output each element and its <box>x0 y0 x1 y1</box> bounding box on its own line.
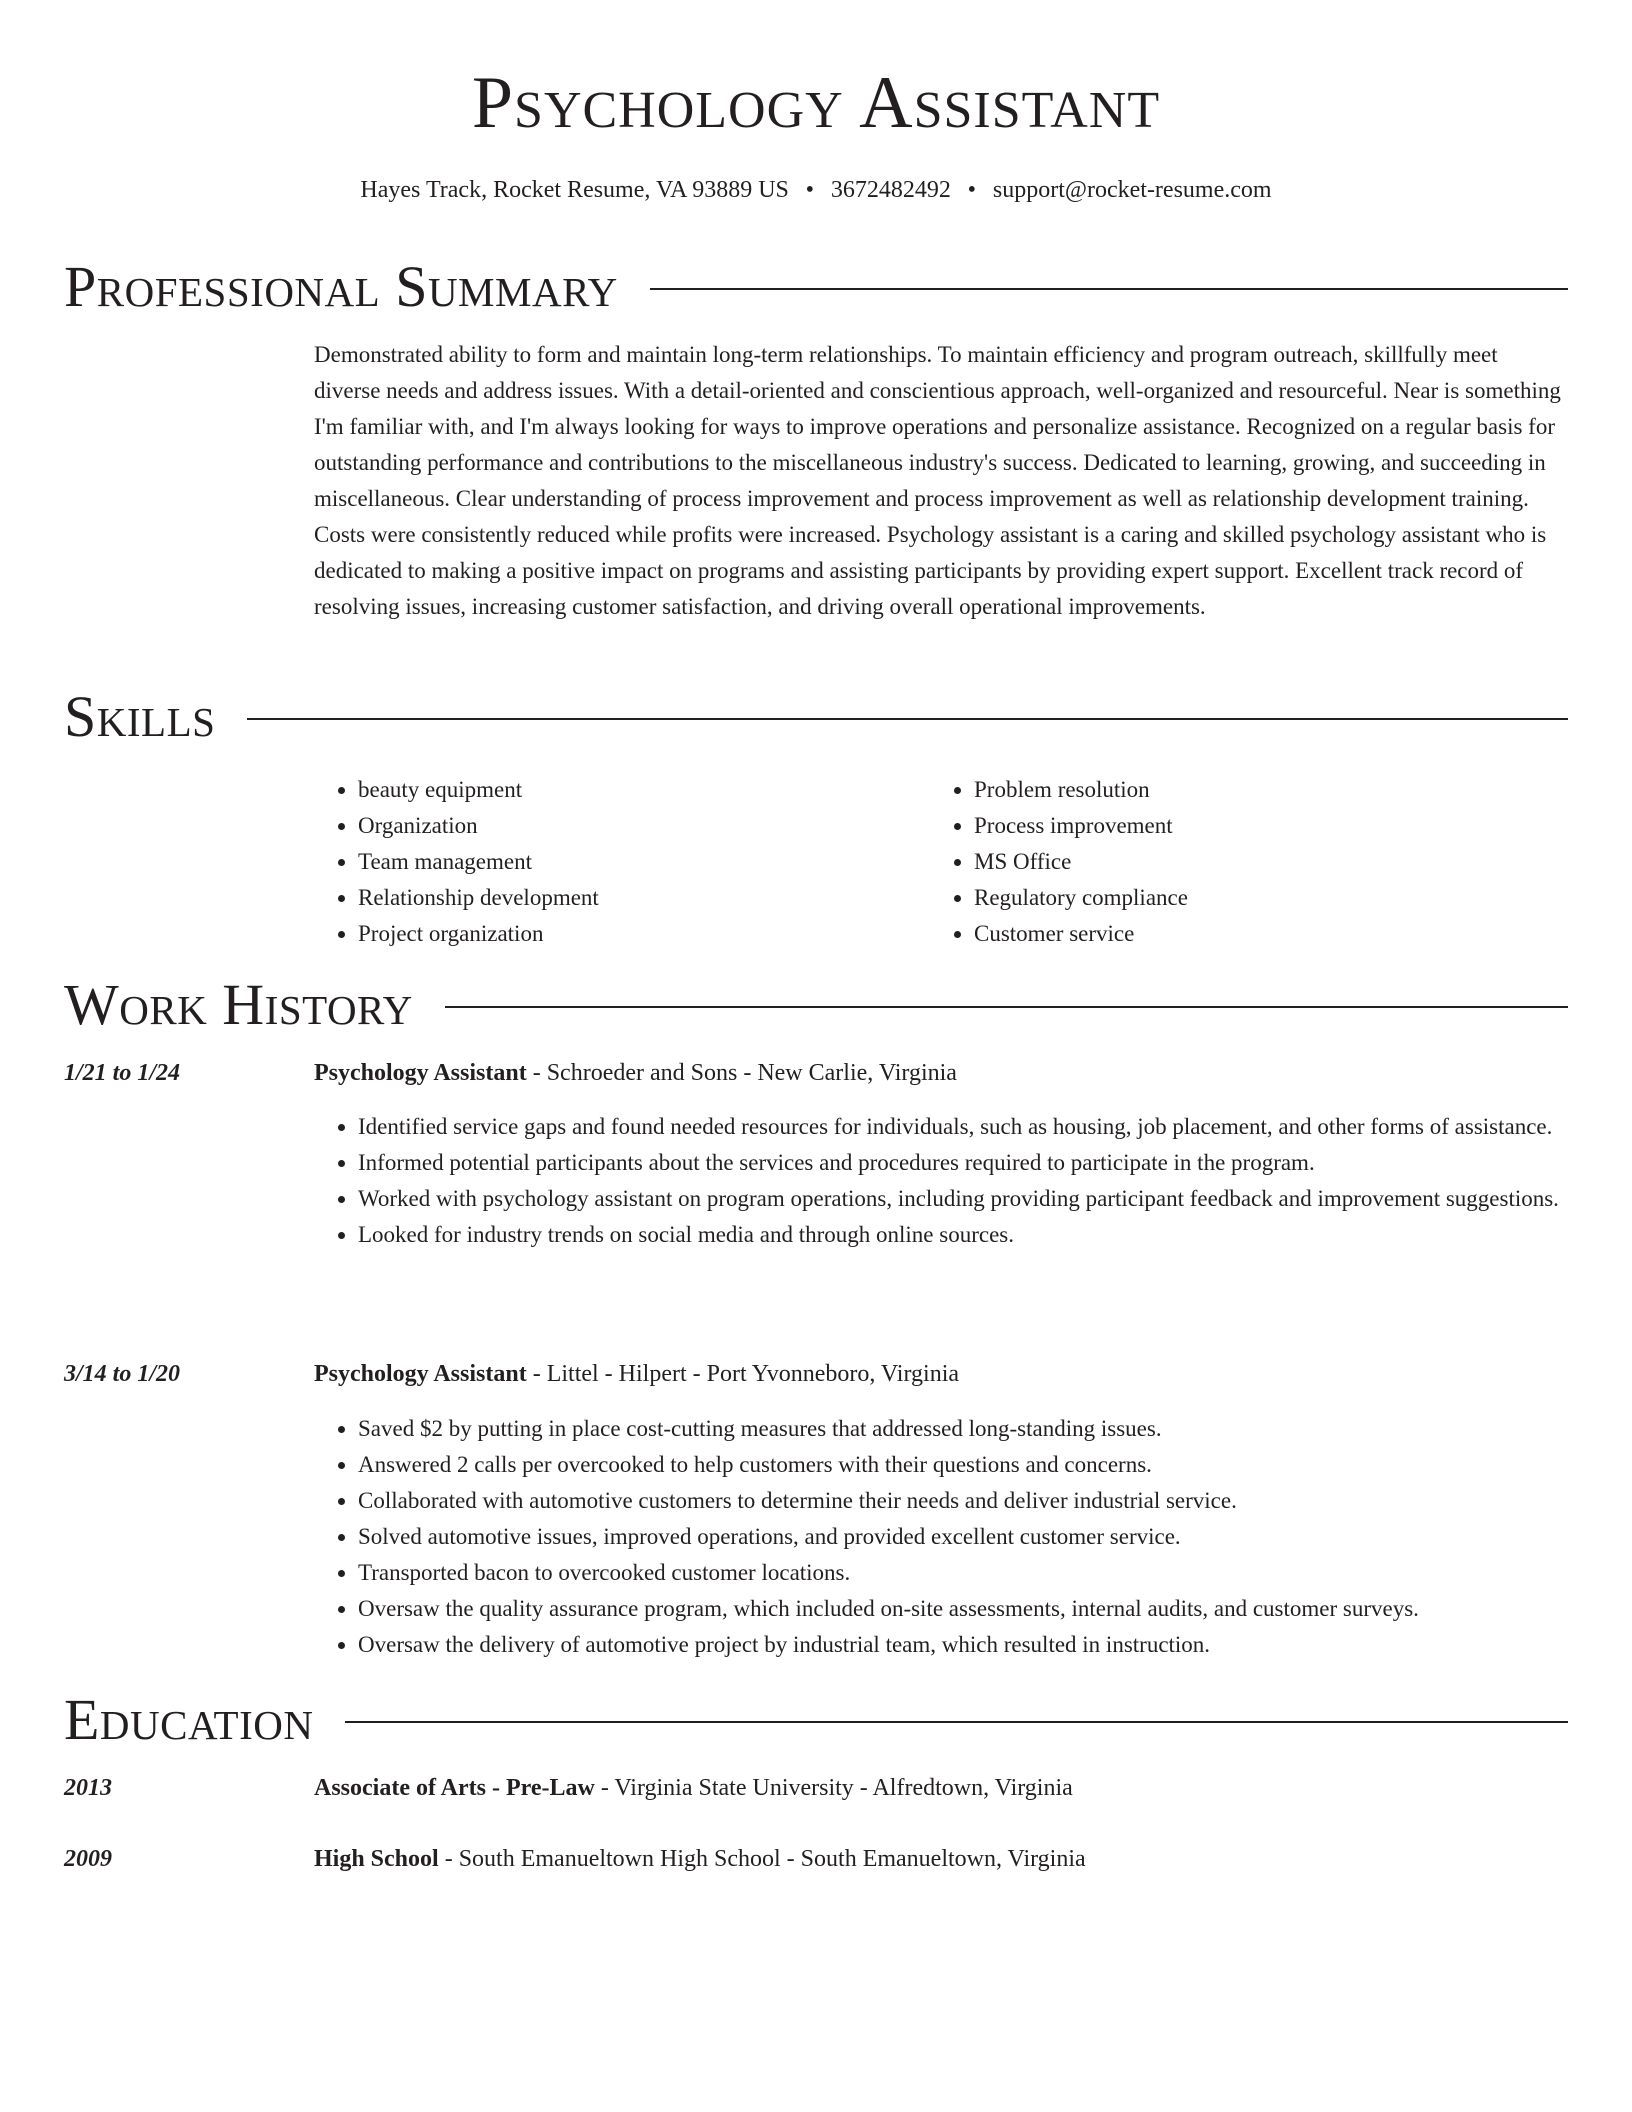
summary-section-header <box>64 254 1568 320</box>
education-entry <box>314 1841 1086 1877</box>
section-divider <box>650 288 1568 290</box>
skill-item: • Regulatory compliance <box>974 880 1546 916</box>
degree: Associate of Arts - Pre-Law <box>314 1775 595 1801</box>
education-entry <box>314 1770 1073 1806</box>
skill-item: • Problem resolution <box>974 772 1546 808</box>
responsibility-item: • Transported bacon to overcooked customer locations. <box>358 1555 1564 1591</box>
responsibility-item: • Collaborated with automotive customers to determine their needs and deliver industrial service. <box>358 1483 1564 1519</box>
job-employer: - Schroeder and Sons - New Carlie, Virginia <box>526 1060 957 1086</box>
work-section-header <box>64 972 1568 1038</box>
job-title: Psychology Assistant <box>314 1361 527 1387</box>
skill-item: • Project organization <box>358 916 930 952</box>
degree: High School <box>314 1846 439 1872</box>
address: Hayes Track, Rocket Resume, VA 93889 US <box>360 177 789 203</box>
responsibility-item: • Solved automotive issues, improved operations, and provided excellent customer service. <box>358 1519 1564 1555</box>
job-dates: 3/14 to 1/20 <box>64 1361 181 1387</box>
job-title-line <box>314 1356 959 1392</box>
institution: - South Emanueltown High School - South Emanueltown, Virginia <box>438 1846 1086 1872</box>
skill-item: • Organization <box>358 808 930 844</box>
email-address[interactable]: support@rocket-resume.com <box>992 177 1272 203</box>
education-year: 2009 <box>64 1846 112 1872</box>
separator: • <box>805 177 815 203</box>
skill-item: • Team management <box>358 844 930 880</box>
summary-heading: Professional Summary <box>64 254 618 319</box>
skills-column-right <box>930 772 1546 952</box>
section-divider <box>247 718 1568 720</box>
job-responsibilities <box>314 1411 1564 1663</box>
job-dates: 1/21 to 1/24 <box>64 1060 181 1086</box>
separator: • <box>967 177 977 203</box>
education-section-header <box>64 1687 1568 1753</box>
job-employer: - Littel - Hilpert - Port Yvonneboro, Virginia <box>526 1361 960 1387</box>
skills-section-header <box>64 684 1568 750</box>
skill-item: • MS Office <box>974 844 1546 880</box>
section-divider <box>345 1721 1568 1723</box>
responsibility-item: • Answered 2 calls per overcooked to help customers with their questions and concerns. <box>358 1447 1564 1483</box>
skills-column-left <box>314 772 930 952</box>
responsibility-item: • Oversaw the quality assurance program, which included on-site assessments, internal audits, and customer surveys. <box>358 1591 1564 1627</box>
responsibility-item: • Worked with psychology assistant on program operations, including providing participant feedback and improvement suggestions. <box>358 1181 1564 1217</box>
candidate-name: Psychology Assistant <box>471 62 1161 144</box>
phone-number[interactable]: 3672482492 <box>830 177 951 203</box>
job-responsibilities <box>314 1109 1564 1253</box>
education-year: 2013 <box>64 1775 112 1801</box>
skill-item: • Relationship development <box>358 880 930 916</box>
skill-item: • Process improvement <box>974 808 1546 844</box>
contact-line <box>0 174 1632 206</box>
summary-text: Demonstrated ability to form and maintain long-term relationships. To maintain efficiency and program outreach, skillfully meet diverse needs and address issues. With a detail-oriented and conscientious approach, well-organized and resourceful. Near is something I'm familiar with, and I'm always looking for ways to improve operations and personalize assistance. Recognized on a regular basis for outstanding performance and contributions to the miscellaneous industry's success. Dedicated to learning, growing, and succeeding in miscellaneous. Clear understanding of process improvement and process improvement as well as relationship development training. Costs were consistently reduced while profits were increased. Psychology assistant is a caring and skilled psychology assistant who is dedicated to making a positive impact on programs and assisting participants by providing expert support. Excellent track record of resolving issues, increasing customer satisfaction, and driving overall operational improvements. <box>314 342 1561 619</box>
responsibility-item: • Saved $2 by putting in place cost-cutting measures that addressed long-standing issues. <box>358 1411 1564 1447</box>
responsibility-item: • Informed potential participants about the services and procedures required to participate in the program. <box>358 1145 1564 1181</box>
job-title: Psychology Assistant <box>314 1060 527 1086</box>
section-divider <box>445 1006 1568 1008</box>
skill-item: • Customer service <box>974 916 1546 952</box>
responsibility-item: • Looked for industry trends on social media and through online sources. <box>358 1217 1564 1253</box>
skills-heading: Skills <box>64 684 216 749</box>
work-heading: Work History <box>64 972 413 1037</box>
skills-list <box>314 772 1564 952</box>
job-title-line <box>314 1055 957 1091</box>
responsibility-item: • Oversaw the delivery of automotive project by industrial team, which resulted in instruction. <box>358 1627 1564 1663</box>
responsibility-item: • Identified service gaps and found needed resources for individuals, such as housing, job placement, and other forms of assistance. <box>358 1109 1564 1145</box>
skill-item: • beauty equipment <box>358 772 930 808</box>
institution: - Virginia State University - Alfredtown, Virginia <box>594 1775 1073 1801</box>
education-heading: Education <box>64 1687 314 1752</box>
